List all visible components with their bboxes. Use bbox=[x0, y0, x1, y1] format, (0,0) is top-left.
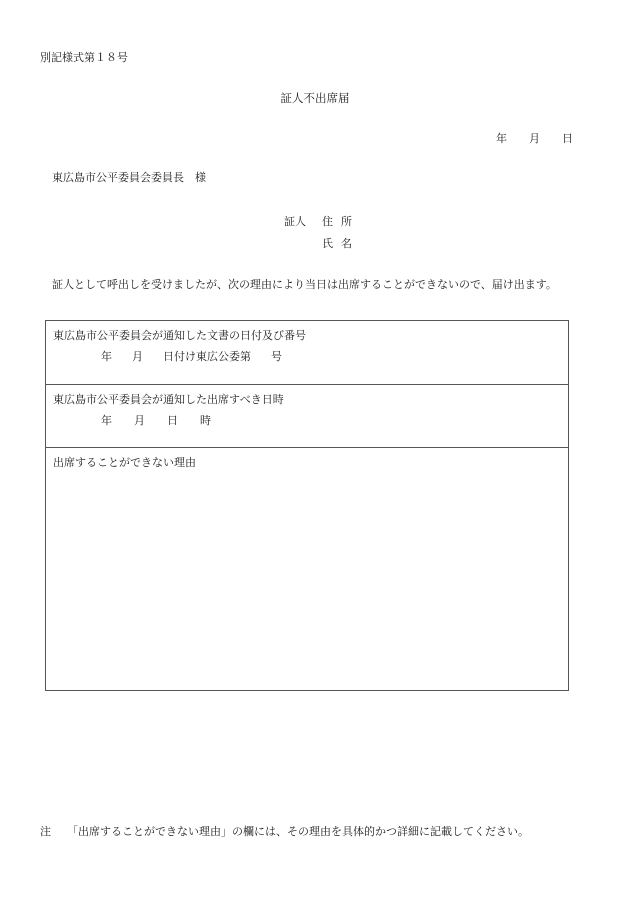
address-label-2: 所 bbox=[341, 215, 352, 228]
body-text: 証人として呼出しを受けましたが、次の理由により当日は出席することができないので、届け出ます。 bbox=[52, 278, 557, 291]
note-label: 注 bbox=[40, 825, 51, 838]
notice-month-label: 月 bbox=[132, 350, 143, 363]
date-day-label: 日 bbox=[562, 132, 573, 145]
notice-year-label: 年 bbox=[101, 350, 112, 363]
submission-date bbox=[496, 132, 573, 146]
address-label-1: 住 bbox=[322, 215, 333, 228]
note-text: 「出席することができない理由」の欄には、その理由を具体的かつ詳細に記載してください。 bbox=[67, 825, 529, 838]
info-table bbox=[45, 320, 569, 691]
datetime-row bbox=[53, 412, 561, 428]
notice-heading: 東広島市公平委員会が通知した文書の日付及び番号 bbox=[53, 329, 306, 342]
notice-date-prefix: 日付け東広公委第 bbox=[163, 350, 251, 363]
witness-label: 証人 bbox=[284, 215, 306, 228]
notice-cell bbox=[46, 321, 568, 385]
datetime-cell bbox=[46, 385, 568, 448]
reason-heading: 出席することができない理由 bbox=[53, 456, 196, 469]
date-year-label: 年 bbox=[496, 132, 507, 145]
addressee: 東広島市公平委員会委員長 様 bbox=[52, 171, 206, 184]
reason-cell[interactable] bbox=[46, 448, 568, 690]
name-label-2: 名 bbox=[341, 237, 352, 250]
notice-number-suffix: 号 bbox=[271, 350, 282, 363]
footer-note bbox=[40, 825, 529, 839]
datetime-month-label: 月 bbox=[134, 414, 145, 427]
form-number: 別記様式第１８号 bbox=[40, 51, 128, 64]
witness-address-row bbox=[284, 215, 352, 237]
datetime-day-label: 日 bbox=[167, 414, 178, 427]
witness-name-row bbox=[284, 237, 352, 259]
witness-info bbox=[284, 215, 352, 259]
datetime-heading: 東広島市公平委員会が通知した出席すべき日時 bbox=[53, 393, 284, 406]
notice-date-row bbox=[53, 348, 561, 364]
document-title: 証人不出席届 bbox=[280, 91, 350, 105]
name-label-1: 氏 bbox=[322, 237, 333, 250]
datetime-hour-label: 時 bbox=[200, 414, 211, 427]
date-month-label: 月 bbox=[529, 132, 540, 145]
datetime-year-label: 年 bbox=[101, 414, 112, 427]
